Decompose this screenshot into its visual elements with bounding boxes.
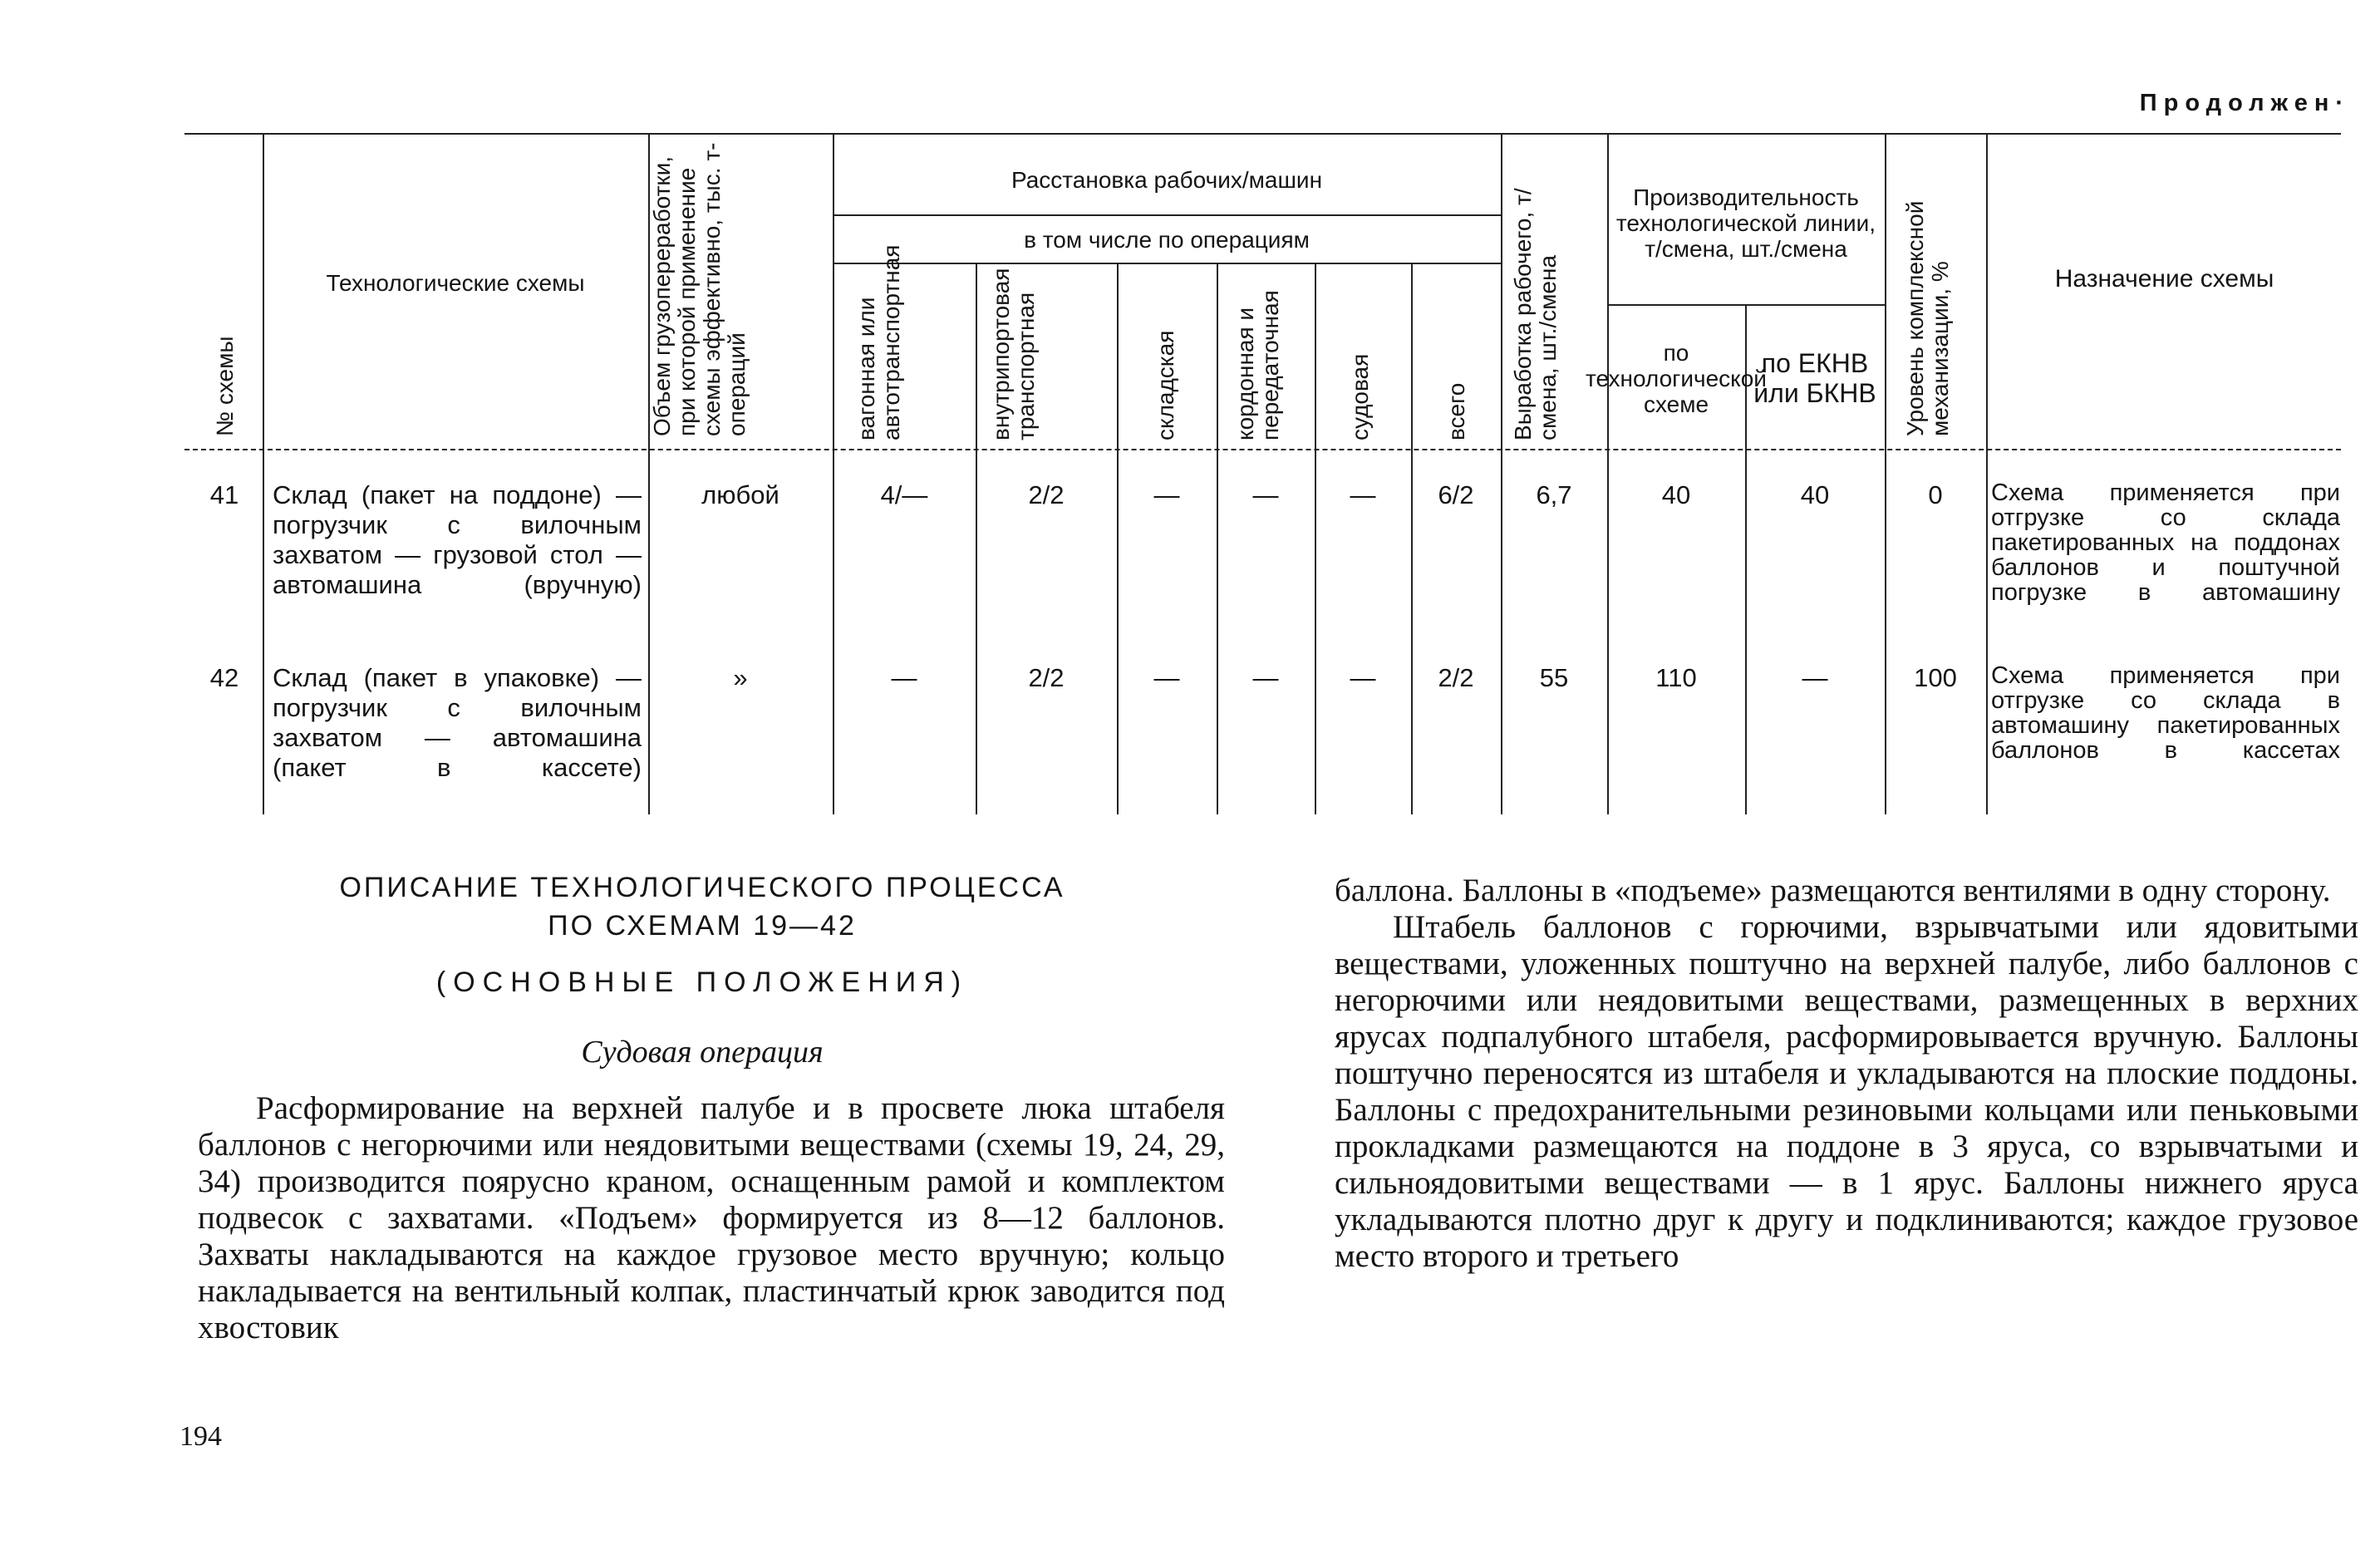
header-by-operations: в том числе по операциям xyxy=(1024,226,1310,253)
row-op-ship: — xyxy=(1350,480,1376,509)
row-prod-eknv: 40 xyxy=(1800,480,1830,509)
row-prod-eknv: — xyxy=(1802,663,1828,692)
header-mech-level: Уровень комплексной механизации, % xyxy=(1902,200,1953,436)
right-paragraph-1: баллона. Баллоны в «подъеме» размещаются вентилями в одну сторону. xyxy=(1335,873,2331,908)
row-op-wagon: — xyxy=(891,663,917,692)
header-prod-eknv: по ЕКНВ или БКНВ xyxy=(1753,348,1876,408)
right-paragraph-2: Штабель баллонов с горючими, взрывчатыми или ядовитыми веществами, уложенных поштучно на верхней палубе, либо баллонов с негорючими или неядовитыми веществами, размещенных в верхних ярусах подпалубного штабеля, расформировывается вручную. Баллоны поштучно переносятся из штабеля и укладываются на плоские поддоны. Баллоны с предохранительными резиновыми кольцами или пеньковыми прокладками размещаются на поддоне в 3 яруса, со взрывчатыми и сильноядовитыми веществами — в 1 ярус. Баллоны нижнего яруса укладываются плотно друг к другу и подклиниваются; каждое грузовое место второго и третьего xyxy=(1335,909,2358,1274)
section-title-line3: (ОСНОВНЫЕ ПОЛОЖЕНИЯ) xyxy=(435,966,969,998)
row-prod-tech: 110 xyxy=(1655,663,1697,692)
row-output: 6,7 xyxy=(1536,480,1572,509)
row-purpose: Схема применяется при отгрузке со склада пакетированных на поддонах баллонов и поштучной погрузке в автомашину xyxy=(1991,480,2340,606)
row-volume: любой xyxy=(701,480,779,509)
header-op-total: всего xyxy=(1443,382,1469,440)
row-op-ship: — xyxy=(1350,663,1376,692)
right-column-text xyxy=(1335,873,2358,1275)
row-mech: 100 xyxy=(1914,663,1957,692)
left-column-text xyxy=(198,1090,1225,1346)
row-op-cordon: — xyxy=(1252,480,1279,509)
header-output: Выработка рабочего, т/смена, шт./смена xyxy=(1510,188,1561,440)
row-op-cordon: — xyxy=(1252,663,1279,692)
row-purpose: Схема применяется при отгрузке со склада в автомашину пакетированных баллонов в кассетах xyxy=(1991,662,2340,764)
row-op-total: 2/2 xyxy=(1438,663,1474,692)
row-op-warehouse: — xyxy=(1153,663,1180,692)
row-scheme: Склад (пакет в упаковке) — погрузчик с вилочным захватом — автомашина (пакет в кассете) xyxy=(273,663,642,782)
header-placement: Расстановка рабочих/машин xyxy=(1011,166,1323,193)
header-op-ship: судовая xyxy=(1347,353,1373,440)
header-purpose: Назначение схемы xyxy=(2054,264,2274,293)
continued-label: Продолжен· xyxy=(2139,90,2350,116)
row-op-wagon: 4/— xyxy=(880,480,928,509)
header-op-wagon: вагонная или автотранспортная xyxy=(853,244,904,440)
row-op-warehouse: — xyxy=(1153,480,1180,509)
header-prod-tech: по технологической схеме xyxy=(1586,339,1767,417)
header-tech-schemes: Технологические схемы xyxy=(326,269,585,296)
section-title-line2: ПО СХЕМАМ 19—42 xyxy=(548,910,857,942)
header-op-warehouse: складская xyxy=(1153,330,1178,440)
row-output: 55 xyxy=(1539,663,1569,692)
section-title-line1: ОПИСАНИЕ ТЕХНОЛОГИЧЕСКОГО ПРОЦЕССА xyxy=(339,872,1065,903)
row-mech: 0 xyxy=(1928,480,1943,509)
row-no: 42 xyxy=(209,663,239,692)
header-volume: Объем грузопереработки, при которой применение схемы эффективно, тыс. т-операций xyxy=(649,142,750,436)
row-no: 41 xyxy=(209,480,239,509)
header-op-inport: внутрипортовая транспортная xyxy=(988,268,1039,440)
row-scheme: Склад (пакет на поддоне) — погрузчик с вилочным захватом — грузовой стол — автомашина (вручную) xyxy=(273,480,642,599)
page-number: 194 xyxy=(179,1421,222,1452)
row-volume: » xyxy=(733,663,748,692)
row-op-inport: 2/2 xyxy=(1028,663,1065,692)
row-op-total: 6/2 xyxy=(1438,480,1474,509)
left-paragraph: Расформирование на верхней палубе и в просвете люка штабеля баллонов с негорючими или неядовитыми веществами (схемы 19, 24, 29, 34) производится поярусно краном, оснащенным рамой и комплектом подвесок с захватами. «Подъем» формируется из 8—12 баллонов. Захваты накладываются на каждое грузовое место вручную; кольцо накладывается на вентильный колпак, пластинчатый крюк заводится под хвостовик xyxy=(198,1090,1225,1345)
header-scheme-no: № схемы xyxy=(212,336,238,436)
header-productivity: Производительность технологической линии, т/смена, шт./смена xyxy=(1615,184,1876,262)
row-prod-tech: 40 xyxy=(1661,480,1691,509)
row-op-inport: 2/2 xyxy=(1028,480,1065,509)
section-subtitle: Судовая операция xyxy=(581,1035,824,1070)
header-op-cordon: кордонная и передаточная xyxy=(1232,290,1283,440)
